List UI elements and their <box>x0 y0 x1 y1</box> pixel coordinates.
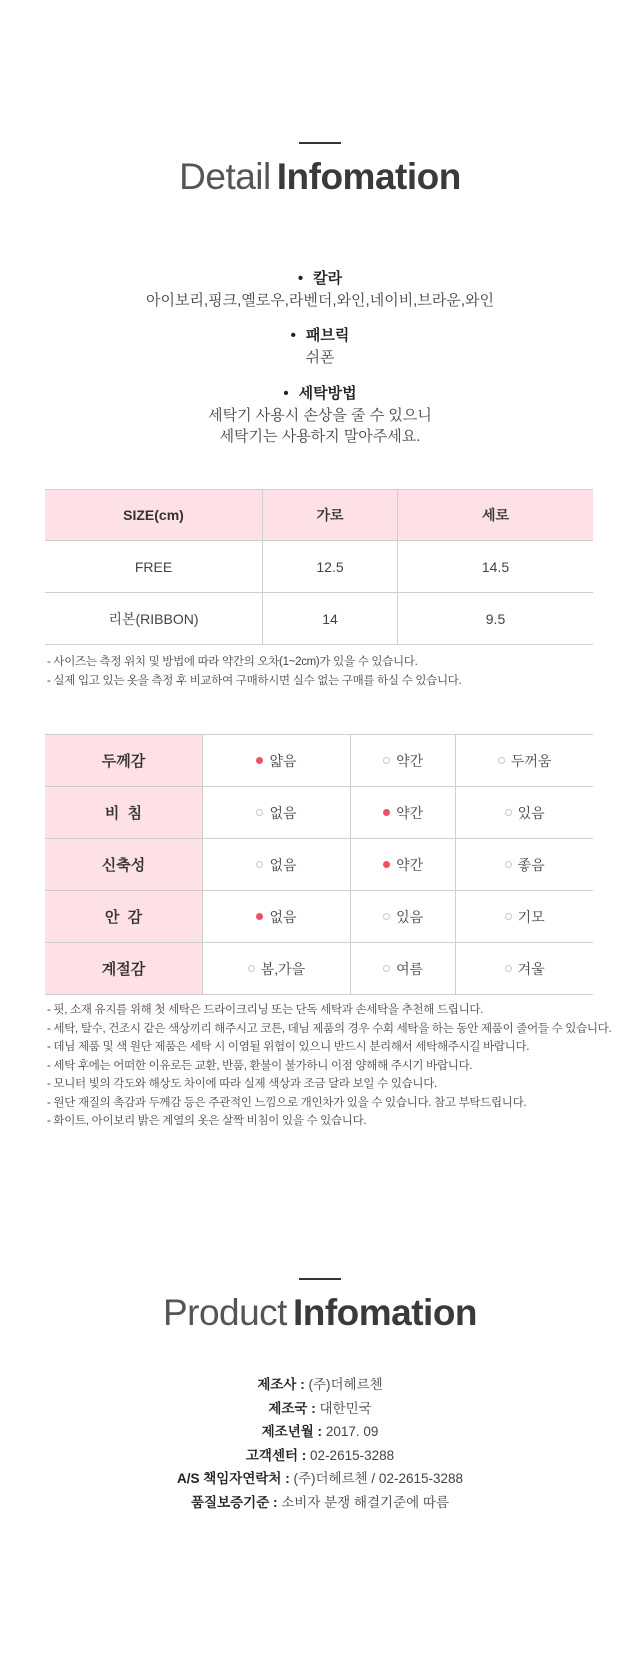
feel-row-label: 계절감 <box>45 943 203 995</box>
size-cell: FREE <box>45 541 263 593</box>
size-note: - 실제 입고 있는 옷을 측정 후 비교하여 구매하시면 실수 없는 구매를 하실 수 있습니다. <box>47 674 462 687</box>
care-note: - 세탁, 탈수, 건조시 같은 색상끼리 해주시고 코튼, 데님 제품의 경우 수회 세탁을 하는 동안 제품이 줄어들 수 있습니다. <box>47 1022 612 1035</box>
feel-row-label: 신축성 <box>45 839 203 891</box>
feel-option <box>456 891 593 943</box>
product-value: 02-2615-3288 <box>310 1447 395 1463</box>
table-row <box>45 735 593 787</box>
empty-dot-icon <box>383 913 390 920</box>
feel-option-label: 약간 <box>396 804 424 821</box>
size-header-height: 세로 <box>398 490 594 541</box>
detail-item-value: 아이보리,핑크,옐로우,라벤더,와인,네이비,브라운,와인 <box>146 292 494 309</box>
size-header-size: SIZE(cm) <box>45 490 263 541</box>
empty-dot-icon <box>256 809 263 816</box>
product-key: A/S 책임자연락처 : <box>176 1471 290 1486</box>
size-cell: 9.5 <box>398 593 594 645</box>
detail-item-color <box>0 267 640 311</box>
empty-dot-icon <box>383 965 390 972</box>
size-header-width: 가로 <box>263 490 398 541</box>
feel-option <box>203 943 351 995</box>
feel-option-label: 여름 <box>396 960 424 977</box>
feel-option <box>350 943 455 995</box>
product-row <box>0 1491 640 1515</box>
product-info <box>0 1373 640 1514</box>
product-row <box>0 1397 640 1421</box>
feel-option-label: 있음 <box>396 908 424 925</box>
product-value: (주)더헤르첸 / 02-2615-3288 <box>293 1471 464 1486</box>
feel-option-label: 얇음 <box>269 752 297 769</box>
feel-option-label: 약간 <box>396 752 424 769</box>
empty-dot-icon <box>505 861 512 868</box>
detail-item-value: 쉬폰 <box>305 349 335 366</box>
size-notes <box>47 653 461 690</box>
product-heading-bold: Infomation <box>292 1292 478 1333</box>
size-cell: 14 <box>263 593 398 645</box>
selected-dot-icon <box>383 861 390 868</box>
bullet-icon: • <box>297 270 304 287</box>
detail-item-wash <box>0 382 640 447</box>
product-value: (주)더헤르첸 <box>308 1377 383 1392</box>
product-heading-light: Product <box>162 1292 287 1333</box>
feel-option <box>203 787 351 839</box>
feel-option <box>350 787 455 839</box>
feel-option-label: 기모 <box>517 908 545 925</box>
feel-row-label: 안 감 <box>45 891 203 943</box>
detail-heading <box>0 156 640 198</box>
feel-option <box>456 735 593 787</box>
product-row <box>0 1444 640 1468</box>
feel-option <box>456 839 593 891</box>
feel-row-label: 두께감 <box>45 735 203 787</box>
size-note: - 사이즈는 측정 위치 및 방법에 따라 약간의 오차(1~2cm)가 있을 수 있습니다. <box>47 656 418 668</box>
feel-option <box>350 735 455 787</box>
care-note: - 원단 재질의 촉감과 두께감 등은 주관적인 느낌으로 개인차가 있을 수 있습니다. 참고 부탁드립니다. <box>47 1096 527 1109</box>
empty-dot-icon <box>505 965 512 972</box>
empty-dot-icon <box>505 913 512 920</box>
detail-heading-bold: Infomation <box>276 156 461 197</box>
product-row <box>0 1373 640 1397</box>
table-row <box>45 787 593 839</box>
feel-option-label: 없음 <box>269 908 297 925</box>
feel-option <box>456 943 593 995</box>
size-table-header <box>45 490 593 541</box>
feel-option <box>203 891 351 943</box>
product-section-bar <box>299 1278 341 1280</box>
detail-item-title: 패브릭 <box>305 327 350 344</box>
feel-option <box>350 839 455 891</box>
product-row <box>0 1467 640 1491</box>
care-note: - 핏, 소재 유지를 위해 첫 세탁은 드라이크리닝 또는 단독 세탁과 손세탁을 추천해 드립니다. <box>47 1004 484 1016</box>
feel-option-label: 없음 <box>269 804 297 821</box>
empty-dot-icon <box>505 809 512 816</box>
selected-dot-icon <box>256 757 263 764</box>
feel-option <box>203 839 351 891</box>
table-row <box>45 943 593 995</box>
empty-dot-icon <box>498 757 505 764</box>
product-heading <box>0 1292 640 1334</box>
product-value: 2017. 09 <box>325 1424 379 1439</box>
detail-item-fabric <box>0 324 640 368</box>
product-key: 제조년월 : <box>261 1424 323 1439</box>
feel-option-label: 봄,가을 <box>260 960 306 977</box>
detail-item-value: 세탁기 사용시 손상을 줄 수 있으니 <box>208 407 432 424</box>
product-value: 대한민국 <box>319 1400 372 1416</box>
detail-item-value: 세탁기는 사용하지 말아주세요. <box>219 428 421 445</box>
detail-item-title: 칼라 <box>313 270 343 287</box>
bullet-icon: • <box>283 385 289 402</box>
detail-section-bar <box>299 142 341 144</box>
care-note: - 화이트, 아이보리 밝은 계열의 옷은 살짝 비침이 있을 수 있습니다. <box>47 1115 367 1127</box>
feel-option-label: 약간 <box>396 856 424 873</box>
size-cell: 14.5 <box>398 541 594 593</box>
empty-dot-icon <box>256 861 263 868</box>
fabric-feel-table <box>45 734 593 995</box>
product-key: 품질보증기준 : <box>190 1494 278 1510</box>
feel-option <box>350 891 455 943</box>
selected-dot-icon <box>383 809 390 816</box>
bullet-icon: • <box>290 327 296 344</box>
care-note: - 데님 제품 및 색 원단 제품은 세탁 시 이염될 위험이 있으니 반드시 분리해서 세탁해주시길 바랍니다. <box>47 1041 530 1053</box>
size-cell: 12.5 <box>263 541 398 593</box>
product-key: 제조사 : <box>257 1377 305 1392</box>
product-key: 제조국 : <box>268 1400 316 1416</box>
feel-option-label: 두꺼움 <box>510 752 552 769</box>
feel-option <box>456 787 593 839</box>
feel-option-label: 있음 <box>517 804 545 821</box>
feel-option-label: 겨울 <box>517 960 545 977</box>
care-note: - 모니터 빛의 각도와 해상도 차이에 따라 실제 색상과 조금 달라 보일 수 있습니다. <box>47 1078 437 1090</box>
product-key: 고객센터 : <box>245 1447 307 1463</box>
empty-dot-icon <box>248 965 255 972</box>
selected-dot-icon <box>256 913 263 920</box>
feel-row-label: 비 침 <box>45 787 203 839</box>
feel-option <box>203 735 351 787</box>
detail-item-title: 세탁방법 <box>298 385 357 402</box>
detail-heading-light: Detail <box>179 156 271 197</box>
feel-option-label: 좋음 <box>517 856 545 873</box>
care-notes <box>47 1001 611 1131</box>
table-row <box>45 593 593 645</box>
table-row <box>45 891 593 943</box>
empty-dot-icon <box>383 757 390 764</box>
size-cell: 리본(RIBBON) <box>45 593 263 645</box>
feel-option-label: 없음 <box>269 856 297 873</box>
care-note: - 세탁 후에는 어떠한 이유로든 교환, 반품, 환불이 불가하니 이점 양해해 주시기 바랍니다. <box>47 1059 473 1072</box>
size-table <box>45 489 593 645</box>
table-row <box>45 541 593 593</box>
product-value: 소비자 분쟁 해결기준에 따름 <box>281 1494 449 1510</box>
table-row <box>45 839 593 891</box>
product-row <box>0 1420 640 1444</box>
